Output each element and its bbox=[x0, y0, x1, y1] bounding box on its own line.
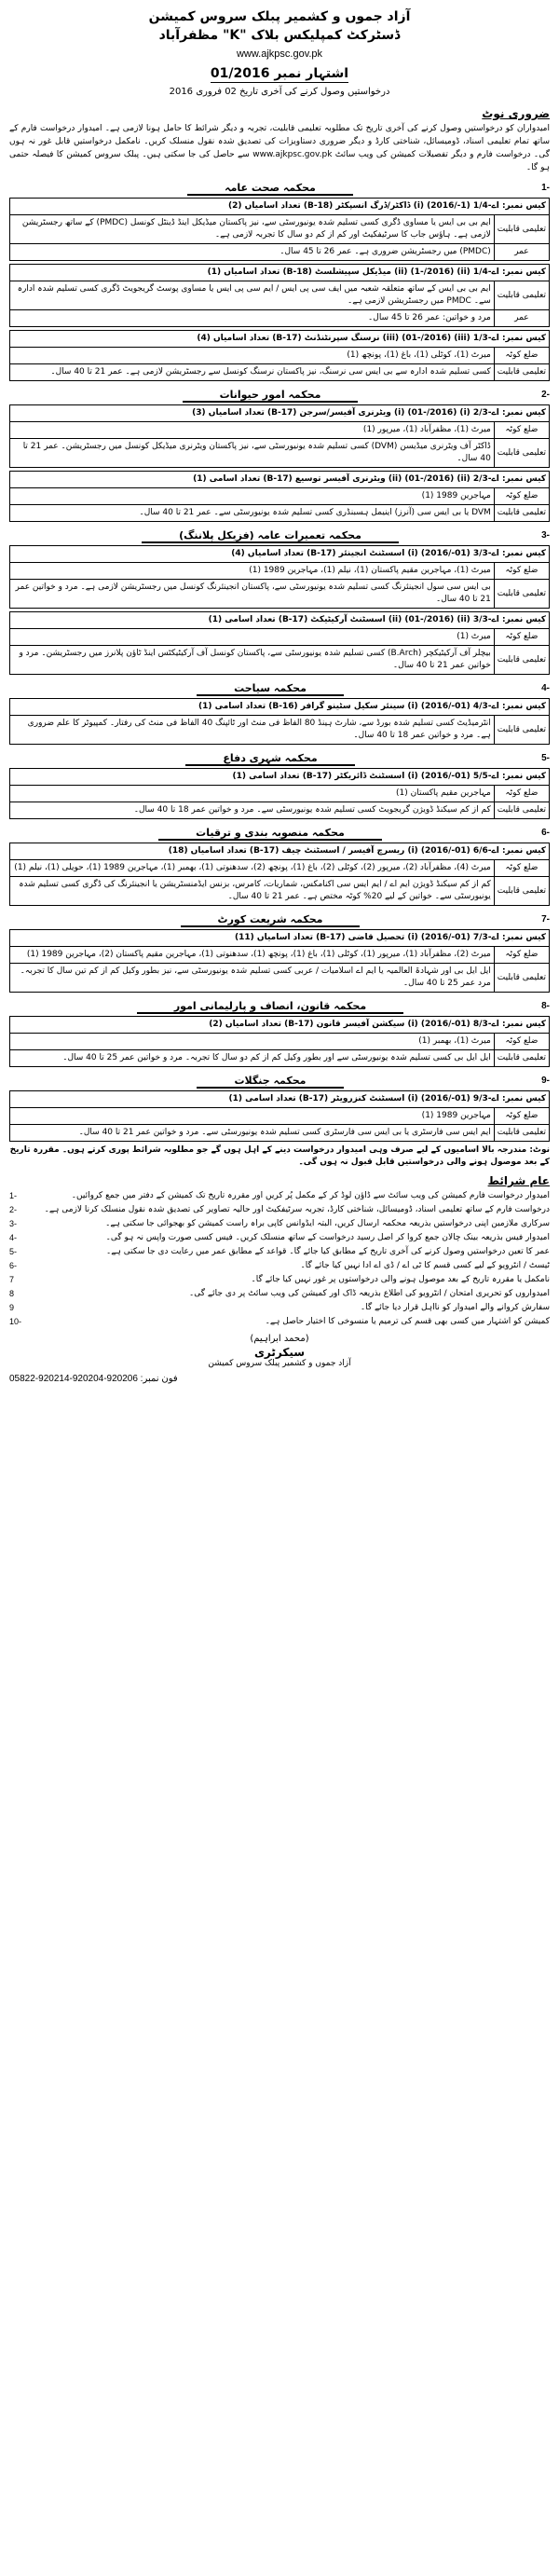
condition-item bbox=[9, 1316, 550, 1328]
post-detail-label: ضلع کوٹہ bbox=[494, 1108, 549, 1125]
department-section bbox=[9, 750, 550, 819]
department-section bbox=[9, 180, 550, 381]
post-detail-row bbox=[10, 580, 550, 609]
post-detail-value: بی ایس سی سول انجینئرنگ کسی تسلیم شدہ یونیورسٹی سے، پاکستان انجینئرنگ کونسل میں رجسٹریشن لازمی ہے۔ مرد و خواتین عمر 21 تا 40 سال۔ bbox=[10, 580, 495, 609]
post-detail-value: ایل ایل بی کسی تسلیم شدہ یونیورسٹی سے اور بطور وکیل کم از کم دو سال کا تجربہ۔ مرد و خواتین عمر 25 تا 40 سال۔ bbox=[10, 1050, 495, 1067]
post-detail-value: مہاجرین مقیم پاکستان (1) bbox=[10, 786, 495, 802]
post-detail-row bbox=[10, 860, 550, 877]
condition-number: -3 bbox=[9, 1219, 18, 1228]
post-detail-value: میرٹ (1) bbox=[10, 629, 495, 646]
department-title: محکمہ شہری دفاع bbox=[185, 752, 354, 766]
condition-item bbox=[9, 1302, 550, 1314]
department-section bbox=[9, 528, 550, 675]
post-table bbox=[9, 404, 550, 468]
post-detail-row bbox=[10, 215, 550, 244]
post-detail-row bbox=[10, 1034, 550, 1050]
advertisement-page bbox=[9, 7, 550, 2569]
post-detail-label: ضلع کوٹہ bbox=[494, 1034, 549, 1050]
post-detail-value: میرٹ (1)، کوٹلی (1)، باغ (1)، پونچھ (1) bbox=[10, 348, 495, 364]
department-title: محکمہ شریعت کورٹ bbox=[181, 913, 361, 927]
signatory-title: سیکرٹری bbox=[253, 1346, 306, 1359]
condition-number: -4 bbox=[9, 1233, 18, 1242]
notes-text: امیدواران کو درخواستیں وصول کرنے کی آخری تاریخ تک مطلوبہ تعلیمی قابلیت، تجربہ و دیگر شرائط کا حامل ہونا لازمی ہے۔ امیدوار درخواست فارم کے ساتھ تمام تعلیمی اسناد، ڈومیسائل، شناختی کارڈ و دیگر ضروری دستاویزات کی تصدیق شدہ نقول منسلک کریں۔ نامکمل درخواستیں قابل غور نہ ہوں گی۔ درخواست فارم و دیگر تفصیلات کمیشن کی ویب سائٹ www.ajkpsc.gov.pk سے حاصل کی جا سکتی ہیں۔ پبلک سروس کمیشن کا فیصلہ حتمی ہو گا۔ bbox=[9, 124, 550, 172]
department-title-wrap bbox=[9, 181, 531, 195]
department-title-wrap bbox=[9, 912, 531, 926]
department-section bbox=[9, 1073, 550, 1142]
post-detail-label: ضلع کوٹہ bbox=[494, 488, 549, 505]
department-number: -3 bbox=[541, 529, 550, 541]
post-detail-row bbox=[10, 1050, 550, 1067]
post-case: کیس نمبر: اے-8/3 (01-/2016) (i) سیکشن آفیسر قانون (B-17) تعداد اسامیاں (2) bbox=[10, 1017, 550, 1034]
post-detail-label: تعلیمی قابلیت bbox=[494, 1050, 549, 1067]
post-detail-label: تعلیمی قابلیت bbox=[494, 1125, 549, 1142]
phone-numbers: 05822-920214-920204-920206 :فون نمبر bbox=[9, 1374, 178, 1384]
post-detail-value: مہاجرین 1989 (1) bbox=[10, 488, 495, 505]
condition-item bbox=[9, 1190, 550, 1202]
post-case-row bbox=[10, 612, 550, 629]
post-detail-row bbox=[10, 488, 550, 505]
condition-text: سفارش کروانے والے امیدوار کو نااہل قرار دیا جائے گا۔ bbox=[360, 1303, 550, 1312]
post-detail-label: تعلیمی قابلیت bbox=[494, 716, 549, 745]
post-case: کیس نمبر: اے-2/3 (ii) (01-/2016) (ii) ویٹرنری آفیسر توسیع (B-17) تعداد اسامی (1) bbox=[10, 472, 550, 488]
department-heading bbox=[9, 387, 550, 402]
department-heading bbox=[9, 680, 550, 695]
conditions-heading: عام شرائط bbox=[487, 1174, 550, 1187]
post-detail-label: عمر bbox=[494, 244, 549, 261]
department-title-wrap bbox=[9, 1074, 531, 1088]
post-detail-row bbox=[10, 364, 550, 381]
department-number: -5 bbox=[541, 752, 550, 763]
post-detail-row bbox=[10, 348, 550, 364]
post-detail-row bbox=[10, 1125, 550, 1142]
condition-item bbox=[9, 1232, 550, 1244]
post-case: کیس نمبر: اے-3/3 (ii) (01-/2016) (ii) اسسٹنٹ آرکیٹیکٹ (B-17) تعداد اسامی (1) bbox=[10, 612, 550, 629]
advertisement-title: اشتہار نمبر 01/2016 bbox=[210, 66, 349, 81]
header bbox=[9, 7, 550, 100]
department-title-wrap bbox=[9, 681, 531, 695]
post-detail-label: ضلع کوٹہ bbox=[494, 860, 549, 877]
post-detail-row bbox=[10, 281, 550, 310]
department-title: محکمہ سیاحت bbox=[197, 682, 344, 696]
condition-item bbox=[9, 1288, 550, 1300]
department-heading bbox=[9, 998, 550, 1013]
condition-number: 9 bbox=[9, 1303, 15, 1312]
website-link[interactable]: www.ajkpsc.gov.pk bbox=[236, 48, 323, 60]
department-title-wrap bbox=[9, 528, 531, 542]
post-detail-row bbox=[10, 964, 550, 993]
deadline-text: درخواستیں وصول کرنے کی آخری تاریخ 02 فروری 2016 bbox=[169, 87, 390, 97]
post-detail-row bbox=[10, 1108, 550, 1125]
post-detail-row bbox=[10, 646, 550, 675]
post-table bbox=[9, 1016, 550, 1067]
post-detail-row bbox=[10, 716, 550, 745]
post-case-row bbox=[10, 265, 550, 281]
post-detail-value: کم از کم سیکنڈ ڈویژن گریجویٹ کسی تسلیم شدہ یونیورسٹی سے۔ مرد و خواتین عمر 18 تا 40 سال۔ bbox=[10, 802, 495, 819]
condition-item bbox=[9, 1218, 550, 1230]
post-detail-value: کم از کم سیکنڈ ڈویژن ایم اے / ایم ایس سی اکنامکس، شماریات، کامرس، بزنس ایڈمنسٹریشن یا انجینئرنگ کی ڈگری کسی تسلیم شدہ یونیورسٹی سے۔ خواتین کے لیے 20% کوٹہ مختص ہے۔ عمر 21 تا 40 سال۔ bbox=[10, 877, 495, 906]
department-title: محکمہ صحت عامہ bbox=[187, 182, 353, 196]
post-case-row bbox=[10, 1091, 550, 1108]
post-detail-value: ایم ایس سی فارسٹری یا بی ایس سی فارسٹری کسی تسلیم شدہ یونیورسٹی سے۔ مرد و خواتین عمر 21 تا 40 سال۔ bbox=[10, 1125, 495, 1142]
post-detail-value: میرٹ (1)، مہاجرین مقیم پاکستان (1)، نیلم (1)، مہاجرین 1989 (1) bbox=[10, 563, 495, 580]
condition-item bbox=[9, 1246, 550, 1258]
department-number: -2 bbox=[541, 389, 550, 400]
condition-text: امیدوار درخواست فارم کمیشن کی ویب سائٹ سے ڈاؤن لوڈ کر کے مکمل پُر کریں اور مقررہ تاریخ تک کمیشن کے دفتر میں جمع کروائیں۔ bbox=[71, 1191, 550, 1200]
department-heading bbox=[9, 750, 550, 765]
condition-text: امیدواروں کو تحریری امتحان / انٹرویو کی اطلاع بذریعہ ڈاک اور کمیشن کی ویب سائٹ پر دی جائے گی۔ bbox=[188, 1289, 550, 1298]
department-section bbox=[9, 680, 550, 745]
department-number: -4 bbox=[541, 682, 550, 693]
post-detail-label: تعلیمی قابلیت bbox=[494, 964, 549, 993]
post-detail-value: میرٹ (1)، بھمبر (1) bbox=[10, 1034, 495, 1050]
post-detail-label: تعلیمی قابلیت bbox=[494, 580, 549, 609]
conditions-list bbox=[9, 1190, 550, 1328]
condition-number: -2 bbox=[9, 1205, 18, 1214]
post-detail-label: عمر bbox=[494, 310, 549, 327]
condition-text: نامکمل یا مقررہ تاریخ کے بعد موصول ہونے والی درخواستوں پر غور نہیں کیا جائے گا۔ bbox=[251, 1275, 550, 1284]
post-detail-value: میرٹ (4)، مظفرآباد (2)، میرپور (2)، کوٹلی (2)، باغ (1)، پونچھ (2)، سدھنوتی (1)، بھمبر (1)، مہاجرین 1989 (1)، حویلی (1)، نیلم (1) bbox=[10, 860, 495, 877]
post-detail-row bbox=[10, 629, 550, 646]
post-detail-label: تعلیمی قابلیت bbox=[494, 646, 549, 675]
condition-text: امیدوار فیس بذریعہ بینک چالان جمع کروا کر اصل رسید درخواست کے ساتھ منسلک کریں۔ فیس کسی صورت واپس نہ ہو گی۔ bbox=[105, 1233, 550, 1242]
post-detail-label: تعلیمی قابلیت bbox=[494, 802, 549, 819]
post-detail-value: مہاجرین 1989 (1) bbox=[10, 1108, 495, 1125]
sections-container bbox=[9, 180, 550, 1142]
post-table bbox=[9, 698, 550, 745]
post-detail-label: تعلیمی قابلیت bbox=[494, 364, 549, 381]
post-table bbox=[9, 611, 550, 675]
condition-text: ٹیسٹ / انٹرویو کے لیے کسی قسم کا ٹی اے / ڈی اے ادا نہیں کیا جائے گا۔ bbox=[300, 1261, 550, 1270]
department-title-wrap bbox=[9, 826, 531, 840]
post-case-row bbox=[10, 699, 550, 716]
post-detail-label: تعلیمی قابلیت bbox=[494, 281, 549, 310]
post-table bbox=[9, 264, 550, 327]
post-table bbox=[9, 929, 550, 993]
condition-item bbox=[9, 1260, 550, 1272]
post-detail-label: ضلع کوٹہ bbox=[494, 563, 549, 580]
condition-number: -6 bbox=[9, 1261, 18, 1270]
post-detail-row bbox=[10, 802, 550, 819]
department-title: محکمہ منصوبہ بندی و ترقیات bbox=[158, 827, 382, 841]
post-table bbox=[9, 1090, 550, 1142]
post-table bbox=[9, 471, 550, 522]
post-table bbox=[9, 768, 550, 819]
post-detail-row bbox=[10, 877, 550, 906]
warning-note: نوٹ: مندرجہ بالا اسامیوں کے لیے صرف وہی امیدوار درخواست دینے کے اہل ہوں گے جو مطلوبہ شرائط پوری کرتے ہوں۔ مقررہ تاریخ کے بعد موصول ہونے والی درخواستیں قابل قبول نہ ہوں گی۔ bbox=[9, 1145, 550, 1167]
condition-number: -10 bbox=[9, 1317, 22, 1326]
department-title-wrap bbox=[9, 999, 531, 1013]
post-detail-row bbox=[10, 786, 550, 802]
post-detail-value: انٹرمیڈیٹ کسی تسلیم شدہ بورڈ سے، شارٹ ہینڈ 80 الفاظ فی منٹ اور ٹائپنگ 40 الفاظ فی منٹ کی رفتار۔ کمپیوٹر کا علم ضروری ہے۔ مرد و خواتین عمر 18 تا 40 سال۔ bbox=[10, 716, 495, 745]
post-case: کیس نمبر: اے-4/3 (01-/2016) (i) سینئر سکیل سٹینو گرافر (B-16) تعداد اسامی (1) bbox=[10, 699, 550, 716]
commission-address: ڈسٹرکٹ کمپلیکس بلاک "K" مظفرآباد bbox=[158, 28, 401, 43]
condition-item bbox=[9, 1204, 550, 1216]
post-case-row bbox=[10, 405, 550, 422]
post-case-row bbox=[10, 199, 550, 215]
department-title: محکمہ امور حیوانات bbox=[183, 389, 359, 403]
post-case-row bbox=[10, 930, 550, 947]
post-detail-value: میرٹ (1)، مظفرآباد (1)، میرپور (1) bbox=[10, 422, 495, 439]
condition-item bbox=[9, 1274, 550, 1286]
post-detail-row bbox=[10, 422, 550, 439]
post-detail-label: تعلیمی قابلیت bbox=[494, 215, 549, 244]
post-detail-value: (PMDC) میں رجسٹریشن ضروری ہے۔ عمر 26 تا 45 سال۔ bbox=[10, 244, 495, 261]
signatory-organization: آزاد جموں و کشمیر پبلک سروس کمیشن bbox=[208, 1359, 351, 1368]
post-detail-label: ضلع کوٹہ bbox=[494, 422, 549, 439]
post-table bbox=[9, 198, 550, 261]
department-heading bbox=[9, 180, 550, 195]
post-case: کیس نمبر: اے-1/3 (iii) (01-/2016) (iii) نرسنگ سپرنٹنڈنٹ (B-17) تعداد اسامیاں (4) bbox=[10, 331, 550, 348]
post-case: کیس نمبر: اے-2/3 (i) (01-/2016) (i) ویٹرنری آفیسر/سرجن (B-17) تعداد اسامیاں (3) bbox=[10, 405, 550, 422]
department-number: -7 bbox=[541, 913, 550, 925]
department-number: -8 bbox=[541, 1000, 550, 1011]
post-case-row bbox=[10, 472, 550, 488]
post-table bbox=[9, 843, 550, 906]
department-section bbox=[9, 911, 550, 993]
post-case: کیس نمبر: اے-6/6 (01-/2016) (i) ریسرچ آفیسر / اسسٹنٹ چیف (B-17) تعداد اسامیاں (18) bbox=[10, 843, 550, 860]
post-detail-label: ضلع کوٹہ bbox=[494, 629, 549, 646]
post-case: کیس نمبر: اے-9/3 (01-/2016) (i) اسسٹنٹ کنزرویٹر (B-17) تعداد اسامی (1) bbox=[10, 1091, 550, 1108]
post-case-row bbox=[10, 331, 550, 348]
department-number: -6 bbox=[541, 827, 550, 838]
post-detail-row bbox=[10, 563, 550, 580]
condition-number: -5 bbox=[9, 1247, 18, 1256]
post-detail-row bbox=[10, 947, 550, 964]
department-number: -1 bbox=[541, 182, 550, 193]
post-case-row bbox=[10, 546, 550, 563]
condition-number: 7 bbox=[9, 1275, 15, 1284]
department-heading bbox=[9, 825, 550, 840]
post-case: کیس نمبر: اے-5/5 (01-/2016) (i) اسسٹنٹ ڈائریکٹر (B-17) تعداد اسامی (1) bbox=[10, 769, 550, 786]
post-detail-label: ضلع کوٹہ bbox=[494, 947, 549, 964]
condition-text: عمر کا تعین درخواستیں وصول کرنے کی آخری تاریخ کے مطابق کیا جائے گا۔ قواعد کے مطابق عمر میں رعایت دی جا سکتی ہے۔ bbox=[106, 1247, 550, 1256]
post-detail-value: مرد و خواتین: عمر 26 تا 45 سال۔ bbox=[10, 310, 495, 327]
signatory-name: (محمد ابراہیم) bbox=[250, 1334, 309, 1344]
post-detail-value: میرٹ (2)، مظفرآباد (1)، میرپور (1)، کوٹلی (1)، باغ (1)، پونچھ (1)، سدھنوتی (1)، مہاجرین مقیم پاکستان (2)، مہاجرین 1989 (1) bbox=[10, 947, 495, 964]
condition-text: سرکاری ملازمین اپنی درخواستیں بذریعہ محکمہ ارسال کریں، البتہ ایڈوانس کاپی براہ راست کمیشن کو بھجوائی جا سکتی ہے۔ bbox=[105, 1219, 550, 1228]
department-heading bbox=[9, 528, 550, 542]
commission-name: آزاد جموں و کشمیر پبلک سروس کمیشن bbox=[148, 9, 411, 24]
department-section bbox=[9, 387, 550, 522]
post-detail-row bbox=[10, 244, 550, 261]
post-detail-value: ایل ایل بی اور شہادۃ العالمیہ یا ایم اے اسلامیات / عربی کسی تسلیم شدہ یونیورسٹی سے، نیز بطور وکیل کم از کم تین سال کا تجربہ۔ مرد عمر 25 تا 40 سال۔ bbox=[10, 964, 495, 993]
condition-text: کمیشن کو اشتہار میں کسی بھی قسم کی ترمیم یا منسوخی کا اختیار حاصل ہے۔ bbox=[265, 1317, 550, 1326]
department-section bbox=[9, 825, 550, 906]
post-table bbox=[9, 330, 550, 381]
signature-block bbox=[9, 1334, 550, 1368]
post-detail-row bbox=[10, 439, 550, 468]
post-detail-row bbox=[10, 310, 550, 327]
post-detail-label: تعلیمی قابلیت bbox=[494, 439, 549, 468]
department-section bbox=[9, 998, 550, 1067]
post-detail-value: بیچلر آف آرکیٹیکچر (B.Arch) کسی تسلیم شدہ یونیورسٹی سے، پاکستان کونسل آف آرکیٹیکٹس اینڈ ٹاؤن پلانرز میں رجسٹریشن۔ مرد و خواتین عمر 21 تا 40 سال۔ bbox=[10, 646, 495, 675]
post-detail-row bbox=[10, 505, 550, 522]
condition-text: درخواست فارم کے ساتھ تعلیمی اسناد، ڈومیسائل، شناختی کارڈ، تجربہ سرٹیفکیٹ اور حالیہ تصاویر کی تصدیق شدہ نقول منسلک کرنا لازمی ہے۔ bbox=[44, 1205, 550, 1214]
department-title: محکمہ جنگلات bbox=[197, 1075, 343, 1089]
department-title-wrap bbox=[9, 388, 531, 402]
department-title-wrap bbox=[9, 751, 531, 765]
post-detail-value: ڈاکٹر آف ویٹرنری میڈیسن (DVM) کسی تسلیم شدہ یونیورسٹی سے، نیز پاکستان ویٹرنری میڈیکل کونسل میں رجسٹریشن۔ عمر 21 تا 40 سال۔ bbox=[10, 439, 495, 468]
post-detail-value: ایم بی بی ایس کے ساتھ متعلقہ شعبہ میں ایف سی پی ایس / ایم سی پی ایس یا مساوی پوسٹ گریجویٹ ڈگری کسی تسلیم شدہ ادارہ سے۔ PMDC میں رجسٹریشن لازمی ہے۔ bbox=[10, 281, 495, 310]
post-detail-label: ضلع کوٹہ bbox=[494, 348, 549, 364]
post-case-row bbox=[10, 1017, 550, 1034]
condition-number: -1 bbox=[9, 1191, 18, 1200]
post-case: کیس نمبر: اے-1/4 (ii) (1-/2016) (ii) میڈیکل سپیشلسٹ (B-18) تعداد اسامیاں (1) bbox=[10, 265, 550, 281]
post-detail-label: تعلیمی قابلیت bbox=[494, 877, 549, 906]
post-detail-label: ضلع کوٹہ bbox=[494, 786, 549, 802]
post-detail-value: ایم بی بی ایس یا مساوی ڈگری کسی تسلیم شدہ یونیورسٹی سے، نیز پاکستان میڈیکل اینڈ ڈینٹل کونسل (PMDC) کے ساتھ رجسٹریشن لازمی ہے۔ ہاؤس جاب کا سرٹیفکیٹ اور کم از کم دو سال کا تجربہ لازمی ہے۔ bbox=[10, 215, 495, 244]
post-case: کیس نمبر: اے-3/3 (01-/2016) (i) اسسٹنٹ انجینئر (B-17) تعداد اسامیاں (4) bbox=[10, 546, 550, 563]
department-title: محکمہ تعمیرات عامہ (فزیکل پلاننگ) bbox=[142, 529, 399, 543]
department-heading bbox=[9, 1073, 550, 1088]
post-table bbox=[9, 545, 550, 609]
post-case: کیس نمبر: اے-7/3 (01-/2016) (i) تحصیل قاضی (B-17) تعداد اسامیاں (11) bbox=[10, 930, 550, 947]
condition-number: 8 bbox=[9, 1289, 15, 1298]
department-title: محکمہ قانون، انصاف و پارلیمانی امور bbox=[137, 1000, 403, 1014]
department-heading bbox=[9, 911, 550, 926]
post-case: کیس نمبر: اے-1/4 (1-/2016) (i) ڈاکٹر/ڈرگ انسپکٹر (B-18) تعداد اسامیاں (2) bbox=[10, 199, 550, 215]
post-case-row bbox=[10, 769, 550, 786]
department-number: -9 bbox=[541, 1075, 550, 1086]
post-detail-label: تعلیمی قابلیت bbox=[494, 505, 549, 522]
notes-heading: ضروری نوٹ bbox=[482, 107, 550, 120]
post-detail-value: کسی تسلیم شدہ ادارہ سے بی ایس سی نرسنگ، نیز پاکستان نرسنگ کونسل سے رجسٹریشن لازمی ہے۔ عمر 21 تا 40 سال۔ bbox=[10, 364, 495, 381]
post-case-row bbox=[10, 843, 550, 860]
post-detail-value: DVM یا بی ایس سی (آنرز) اینیمل ہسبنڈری کسی تسلیم شدہ یونیورسٹی سے۔ عمر 21 تا 40 سال۔ bbox=[10, 505, 495, 522]
